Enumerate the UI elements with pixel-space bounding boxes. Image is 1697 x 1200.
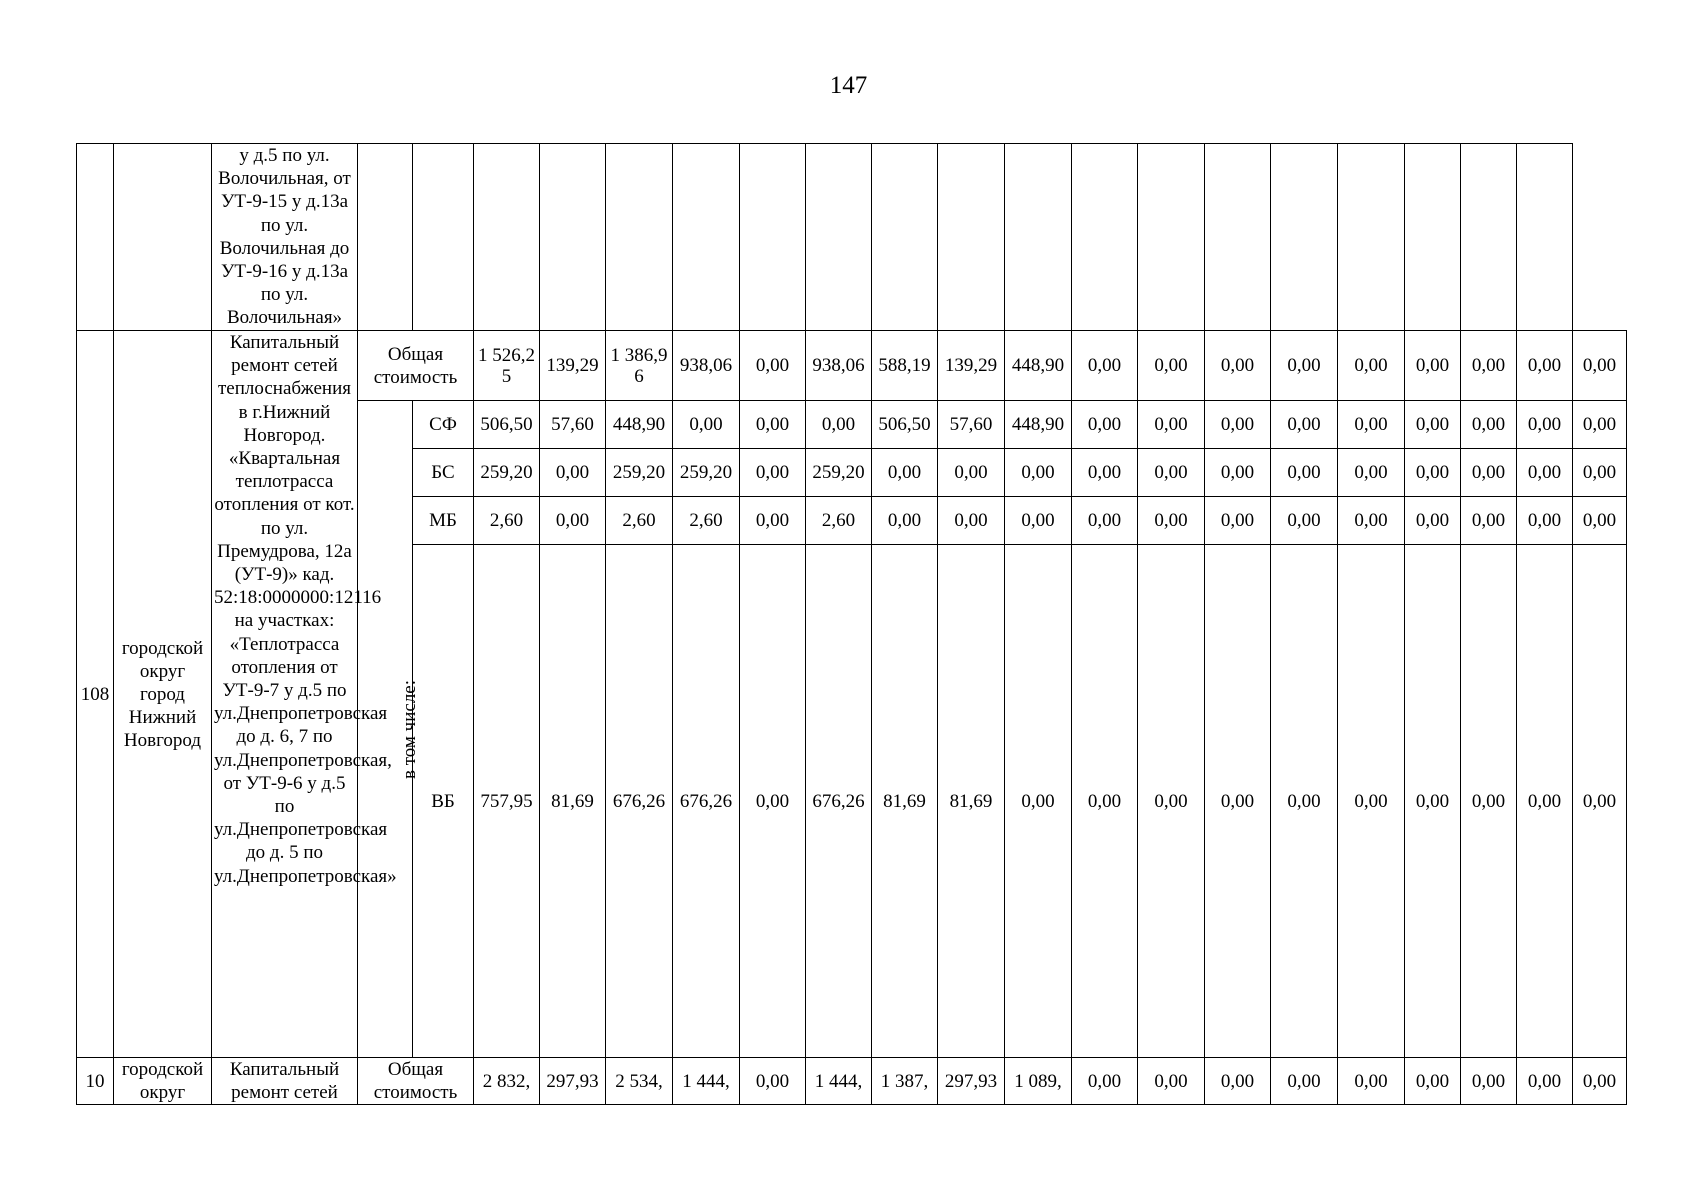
row-108-total [77, 331, 1627, 401]
value-cell: 57,60 [938, 401, 1005, 449]
value-cell: 81,69 [872, 545, 938, 1058]
page-number: 147 [829, 72, 868, 99]
value-cell: 1 386,96 [606, 331, 673, 401]
value-cell: 297,93 [540, 1058, 606, 1105]
value-cell: 297,93 [938, 1058, 1005, 1105]
value-cell: 2 534, [606, 1058, 673, 1105]
total-cost-label: Общая стоимость [358, 331, 474, 401]
value-cell: 0,00 [1338, 331, 1405, 401]
cont-empty-cell [606, 144, 673, 331]
value-cell: 2,60 [606, 497, 673, 545]
value-cell: 0,00 [1338, 497, 1405, 545]
value-cell: 1 526,25 [474, 331, 540, 401]
value-cell: 0,00 [872, 449, 938, 497]
value-cell: 0,00 [1271, 545, 1338, 1058]
row-number: 10 [77, 1058, 114, 1105]
cont-number-cell [77, 144, 114, 331]
value-cell: 0,00 [1205, 449, 1271, 497]
row-municipality: городской округ город Нижний Новгород [114, 331, 212, 1058]
value-cell: 0,00 [1138, 401, 1205, 449]
value-cell: 0,00 [1338, 545, 1405, 1058]
row-109-total [77, 1058, 1627, 1105]
value-cell: 0,00 [673, 401, 740, 449]
value-cell: 0,00 [1205, 401, 1271, 449]
value-cell: 0,00 [1205, 331, 1271, 401]
cont-empty-cell [673, 144, 740, 331]
value-cell: 0,00 [1205, 497, 1271, 545]
value-cell: 506,50 [872, 401, 938, 449]
budget-code: СФ [413, 401, 474, 449]
value-cell: 0,00 [1461, 545, 1517, 1058]
value-cell: 0,00 [1072, 497, 1138, 545]
value-cell: 0,00 [1138, 545, 1205, 1058]
value-cell: 0,00 [740, 401, 806, 449]
value-cell: 0,00 [1405, 545, 1461, 1058]
value-cell: 0,00 [1072, 545, 1138, 1058]
value-cell: 0,00 [1405, 331, 1461, 401]
value-cell: 448,90 [1005, 331, 1072, 401]
value-cell: 0,00 [1517, 1058, 1573, 1105]
value-cell: 676,26 [673, 545, 740, 1058]
value-cell: 1 444, [806, 1058, 872, 1105]
value-cell: 0,00 [540, 497, 606, 545]
value-cell: 0,00 [1138, 497, 1205, 545]
value-cell: 139,29 [540, 331, 606, 401]
row-description: Капитальный ремонт сетей теплоснабжения в г.Нижний Новгород. «Квартальная теплотрасса отопления от кот. по ул. Премудрова, 12а (УТ-9)» кад. 52:18:0000000:12116 на участках: «Теплотрасса отопления от УТ-9-7 у д.5 по ул.Днепропетровская до д. 6, 7 по ул.Днепропетровская, от УТ-9-6 у д.5 по ул.Днепропетровская до д. 5 по ул.Днепропетровская» [212, 331, 358, 1058]
total-cost-label: Общая стоимость [358, 1058, 474, 1105]
cont-description: у д.5 по ул. Волочильная, от УТ-9-15 у д.13а по ул. Волочильная до УТ-9-16 у д.13а по ул. Волочильная» [212, 144, 358, 331]
budget-code: ВБ [413, 545, 474, 1058]
value-cell: 588,19 [872, 331, 938, 401]
cont-empty-cell [1138, 144, 1205, 331]
value-cell: 676,26 [606, 545, 673, 1058]
value-cell: 81,69 [938, 545, 1005, 1058]
value-cell: 0,00 [1573, 449, 1627, 497]
value-cell: 0,00 [740, 449, 806, 497]
value-cell: 0,00 [1138, 331, 1205, 401]
value-cell: 0,00 [1517, 497, 1573, 545]
value-cell: 0,00 [938, 449, 1005, 497]
value-cell: 259,20 [673, 449, 740, 497]
value-cell: 0,00 [740, 545, 806, 1058]
value-cell: 1 387, [872, 1058, 938, 1105]
budget-table [76, 143, 1627, 1105]
value-cell: 757,95 [474, 545, 540, 1058]
continuation-row [77, 144, 1627, 331]
cont-empty-cell [1338, 144, 1405, 331]
cont-empty-cell [1517, 144, 1573, 331]
cont-empty-cell [1205, 144, 1271, 331]
value-cell: 0,00 [1461, 449, 1517, 497]
value-cell: 0,00 [1405, 401, 1461, 449]
value-cell: 448,90 [606, 401, 673, 449]
value-cell: 0,00 [1072, 449, 1138, 497]
value-cell: 2,60 [474, 497, 540, 545]
row-municipality: городской округ [114, 1058, 212, 1105]
cont-empty-cell [872, 144, 938, 331]
budget-code: БС [413, 449, 474, 497]
value-cell: 0,00 [1205, 1058, 1271, 1105]
row-number: 108 [77, 331, 114, 1058]
value-cell: 0,00 [1405, 1058, 1461, 1105]
value-cell: 0,00 [1517, 331, 1573, 401]
value-cell: 0,00 [1005, 545, 1072, 1058]
value-cell: 0,00 [740, 497, 806, 545]
value-cell: 0,00 [1517, 449, 1573, 497]
value-cell: 0,00 [1461, 497, 1517, 545]
value-cell: 0,00 [540, 449, 606, 497]
value-cell: 0,00 [1271, 1058, 1338, 1105]
value-cell: 0,00 [872, 497, 938, 545]
row-description: Капитальный ремонт сетей [212, 1058, 358, 1105]
cont-empty-cell [740, 144, 806, 331]
value-cell: 938,06 [806, 331, 872, 401]
value-cell: 0,00 [1072, 331, 1138, 401]
cont-empty-cell [1072, 144, 1138, 331]
value-cell: 938,06 [673, 331, 740, 401]
value-cell: 448,90 [1005, 401, 1072, 449]
value-cell: 0,00 [1517, 401, 1573, 449]
value-cell: 0,00 [740, 331, 806, 401]
cont-empty-cell [1461, 144, 1517, 331]
value-cell: 0,00 [1271, 449, 1338, 497]
value-cell: 0,00 [1072, 1058, 1138, 1105]
cont-empty-cell [474, 144, 540, 331]
cont-municipality-cell [114, 144, 212, 331]
cont-empty-cell [1005, 144, 1072, 331]
value-cell: 1 444, [673, 1058, 740, 1105]
value-cell: 0,00 [938, 497, 1005, 545]
value-cell: 57,60 [540, 401, 606, 449]
value-cell: 0,00 [740, 1058, 806, 1105]
value-cell: 139,29 [938, 331, 1005, 401]
value-cell: 0,00 [1271, 401, 1338, 449]
cont-empty-cell [1405, 144, 1461, 331]
value-cell: 259,20 [606, 449, 673, 497]
value-cell: 506,50 [474, 401, 540, 449]
including-label-cell [358, 401, 421, 1058]
value-cell: 0,00 [1005, 449, 1072, 497]
cont-empty-cell [413, 144, 474, 331]
value-cell: 2,60 [806, 497, 872, 545]
value-cell: 0,00 [1338, 401, 1405, 449]
value-cell: 0,00 [806, 401, 872, 449]
cont-empty-cell [540, 144, 606, 331]
value-cell: 2 832, [474, 1058, 540, 1105]
value-cell: 0,00 [1461, 1058, 1517, 1105]
cont-empty-cell [938, 144, 1005, 331]
value-cell: 0,00 [1405, 497, 1461, 545]
value-cell: 0,00 [1517, 545, 1573, 1058]
value-cell: 0,00 [1461, 401, 1517, 449]
budget-code: МБ [413, 497, 474, 545]
value-cell: 81,69 [540, 545, 606, 1058]
value-cell: 0,00 [1338, 449, 1405, 497]
value-cell: 2,60 [673, 497, 740, 545]
cont-empty-cell [1271, 144, 1338, 331]
value-cell: 0,00 [1405, 449, 1461, 497]
value-cell: 259,20 [474, 449, 540, 497]
value-cell: 0,00 [1271, 497, 1338, 545]
value-cell: 0,00 [1072, 401, 1138, 449]
value-cell: 0,00 [1271, 331, 1338, 401]
value-cell: 0,00 [1138, 449, 1205, 497]
value-cell: 676,26 [806, 545, 872, 1058]
value-cell: 0,00 [1461, 331, 1517, 401]
including-label: в том числе: [399, 679, 421, 779]
value-cell: 0,00 [1005, 497, 1072, 545]
value-cell: 0,00 [1573, 1058, 1627, 1105]
value-cell: 259,20 [806, 449, 872, 497]
value-cell: 0,00 [1338, 1058, 1405, 1105]
value-cell: 0,00 [1573, 401, 1627, 449]
value-cell: 0,00 [1573, 331, 1627, 401]
value-cell: 1 089, [1005, 1058, 1072, 1105]
value-cell: 0,00 [1138, 1058, 1205, 1105]
cont-empty-cell [806, 144, 872, 331]
cont-empty-cell [358, 144, 413, 331]
value-cell: 0,00 [1205, 545, 1271, 1058]
value-cell: 0,00 [1573, 497, 1627, 545]
value-cell: 0,00 [1573, 545, 1627, 1058]
